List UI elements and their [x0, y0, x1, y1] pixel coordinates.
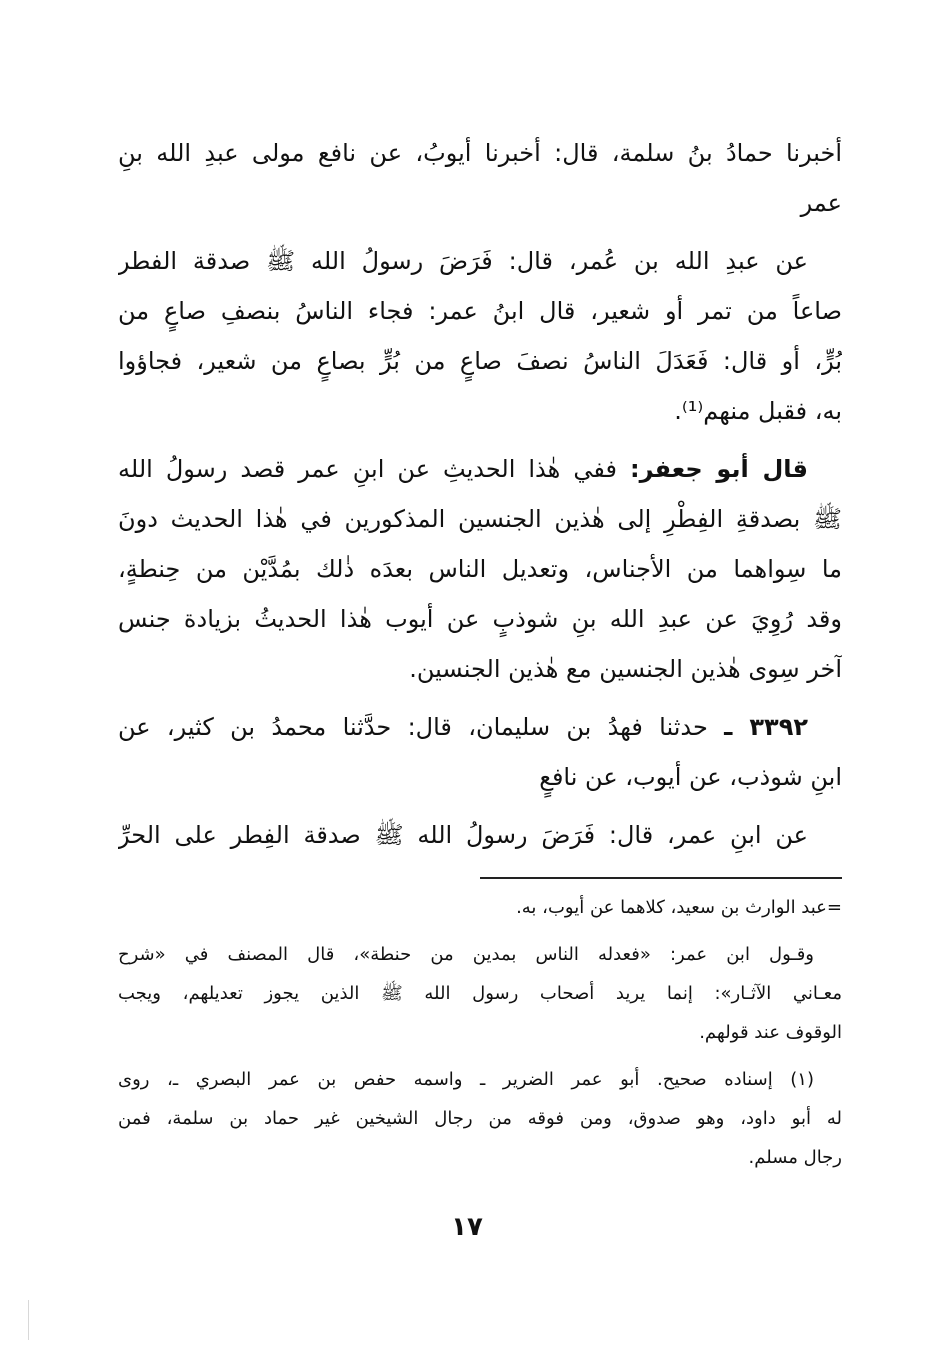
paragraph-matn: [118, 810, 842, 860]
text-line: ما سِواهما من الأجناس، وتعديل الناس بعدَه ذٰلك بمُدَّيْن من حِنطةٍ،: [118, 555, 842, 583]
text-line: ﷺ بصدقةِ الفِطْرِ إلى هٰذين الجنسين المذكورين في هٰذا الحديث دونَ: [118, 505, 842, 533]
text-run: ففي هٰذا الحديثِ عن ابنِ عمر قصد رسولُ الله: [118, 455, 630, 483]
text-line: آخر سِوى هٰذين الجنسين مع هٰذين الجنسين.: [409, 655, 842, 683]
footnote-1: [118, 1060, 842, 1177]
footnote-continuation: [118, 888, 842, 927]
text-line: عن عبدِ الله بن عُمر، قال: فَرَضَ رسولُ الله ﷺ صدقة الفطر: [118, 247, 808, 275]
text-line: عن ابنِ عمر، قال: فَرَضَ رسولُ الله ﷺ صدقة الفِطر على الحرِّ: [118, 821, 808, 849]
text-line: وقد رُوِيَ عن عبدِ الله بنِ شوذبٍ عن أيوب هٰذا الحديثُ بزيادة جنس: [118, 605, 842, 633]
footnotes: [118, 888, 842, 1185]
footnote-line: (١) إسناده صحيح. أبو عمر الضرير ـ واسمه حفص بن عمر البصري ـ، روى: [118, 1069, 814, 1090]
paragraph-hadith: [118, 236, 842, 436]
scan-margin-line: [28, 1300, 29, 1340]
text-line: [118, 444, 842, 494]
footnote-paragraph: [118, 935, 842, 1052]
footnote-line: الوقوف عند قولهم.: [699, 1022, 842, 1043]
speaker-label: قال أبو جعفر:: [630, 455, 808, 483]
text-line: صاعاً من تمر أو شعير، قال ابنُ عمر: فجاء الناسُ بنصفِ صاعٍ من: [118, 297, 842, 325]
paragraph-hadith-3392: [118, 702, 842, 802]
footnote-line: =عبد الوارث بن سعيد، كلاهما عن أيوب، به.: [516, 897, 842, 918]
footnote-separator: [480, 877, 842, 879]
page-number: ١٧: [451, 1212, 483, 1242]
paragraph-commentary: [118, 444, 842, 694]
hadith-number: ٣٣٩٢ ـ: [724, 713, 808, 741]
footnote-line: معـاني الآثـار»: إنما يريد أصحاب رسول الله ﷺ الذين يجوز تعديلهم، ويجب: [118, 983, 842, 1004]
text-run: حدثنا فهدُ بن سليمان، قال: حدَّثنا محمدُ بن كثير، عن: [118, 713, 725, 741]
footnote-line: له أبو داود، وهو صدوق، ومن فوقه من رجال الشيخين غير حماد بن سلمة، فمن: [118, 1108, 842, 1129]
text-line: به، فقبل منهم⁽¹⁾.: [674, 397, 842, 425]
main-text: [118, 128, 842, 868]
text-line: ابنِ شوذب، عن أيوب، عن نافعٍ: [539, 763, 842, 791]
paragraph-isnad: [118, 128, 842, 228]
text-line: [118, 702, 842, 752]
footnote-line: رجال مسلم.: [748, 1147, 842, 1168]
text-line: أخبرنا حمادُ بنُ سلمة، قال: أخبرنا أيوبُ، عن نافع مولى عبدِ الله بنِ: [118, 139, 842, 167]
text-line: بُرٍّ، أو قال: فَعَدَلَ الناسُ نصفَ صاعٍ من بُرٍّ بصاعٍ من شعير، فجاؤوا: [118, 347, 842, 375]
text-line: عمر: [800, 189, 842, 217]
footnote-line: وقـول ابن عمر: «فعدله الناس بمدين من حنطة»، قال المصنف في «شرح: [118, 944, 814, 965]
